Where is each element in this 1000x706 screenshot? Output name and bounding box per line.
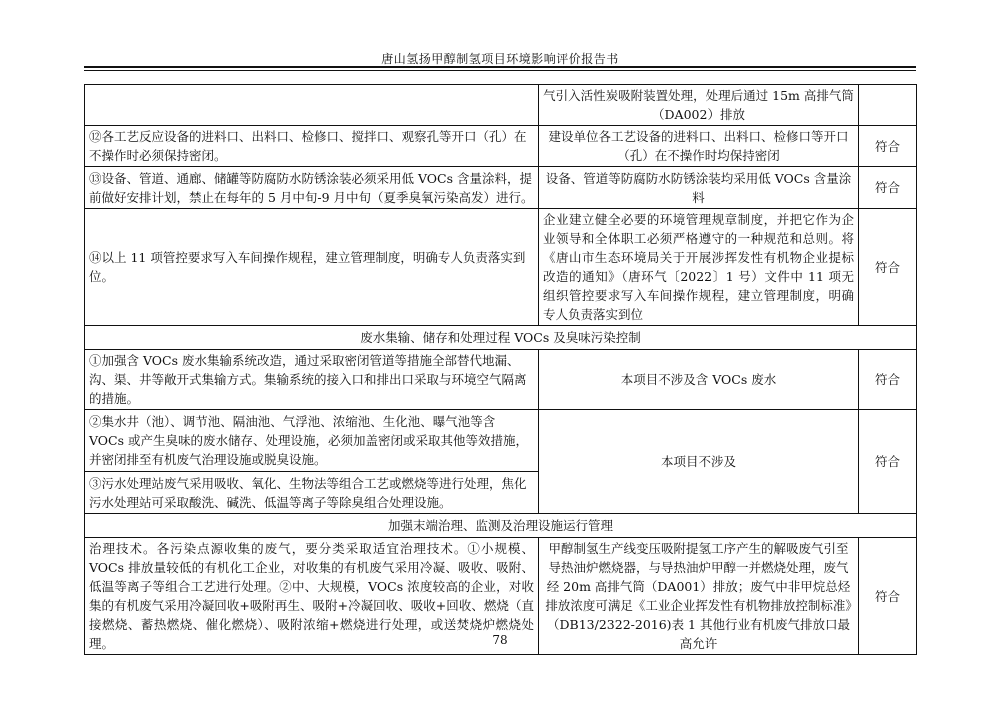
measure-cell: 气引入活性炭吸附装置处理，处理后通过 15m 高排气筒（DA002）排放 — [539, 85, 859, 126]
table-row — [85, 410, 917, 472]
requirement-cell — [85, 85, 539, 126]
measure-cell: 建设单位各工艺设备的进料口、出料口、检修口等开口（孔）在不操作时均保持密闭 — [539, 126, 859, 167]
section-row — [85, 326, 917, 350]
section-row — [85, 514, 917, 538]
result-cell: 符合 — [859, 538, 917, 655]
requirement-cell: ⑫各工艺反应设备的进料口、出料口、检修口、搅拌口、观察孔等开口（孔）在不操作时必须保持密闭。 — [85, 126, 539, 167]
requirement-cell: ⑬设备、管道、通廊、储罐等防腐防水防锈涂装必须采用低 VOCs 含量涂料，提前做好安排计划，禁止在每年的 5 月中旬-9 月中旬（夏季臭氧污染高发）进行。 — [85, 167, 539, 209]
result-cell: 符合 — [859, 209, 917, 326]
table-row — [85, 350, 917, 410]
section-heading: 加强末端治理、监测及治理设施运行管理 — [85, 514, 917, 538]
table-row — [85, 85, 917, 126]
measure-cell: 设备、管道等防腐防水防锈涂装均采用低 VOCs 含量涂料 — [539, 167, 859, 209]
result-cell: 符合 — [859, 167, 917, 209]
requirement-cell: 治理技术。各污染点源收集的废气，要分类采取适宜治理技术。①小规模、VOCs 排放量较低的有机化工企业，对收集的有机废气采用冷凝、吸收、吸附、低温等离子等组合工艺进行处理。②中、大规模，VOCs 浓度较高的企业，对收集的有机废气采用冷凝回收+吸附再生、吸附+冷凝回收、吸收+回收、燃烧（直接燃烧、蓄热燃烧、催化燃烧）、吸附浓缩+燃烧进行处理，或送焚烧炉燃烧处理。 — [85, 538, 539, 655]
requirement-cell: ②集水井（池）、调节池、隔油池、气浮池、浓缩池、生化池、曝气池等含 VOCs 或产生臭味的废水储存、处理设施，必须加盖密闭或采取其他等效措施，并密闭排至有机废气治理设施或脱臭设施。 — [85, 410, 539, 472]
result-cell — [859, 85, 917, 126]
table-row — [85, 126, 917, 167]
table-row — [85, 167, 917, 209]
result-cell: 符合 — [859, 126, 917, 167]
section-heading: 废水集输、储存和处理过程 VOCs 及臭味污染控制 — [85, 326, 917, 350]
page-header-title: 唐山氢扬甲醇制氢项目环境影响评价报告书 — [381, 52, 619, 66]
measure-cell: 企业建立健全必要的环境管理规章制度，并把它作为企业领导和全体职工必须严格遵守的一种规范和总则。将《唐山市生态环境局关于开展涉挥发性有机物企业提标改造的通知》（唐环气〔2022〕1 号）文件中 11 项无组织管控要求写入车间操作规程，建立管理制度，明确专人负责落实到位 — [539, 209, 859, 326]
table-row — [85, 209, 917, 326]
result-cell: 符合 — [859, 350, 917, 410]
result-cell: 符合 — [859, 410, 917, 514]
requirement-cell: ⑭以上 11 项管控要求写入车间操作规程，建立管理制度，明确专人负责落实到位。 — [85, 209, 539, 326]
header-rule — [84, 66, 916, 68]
measure-cell: 本项目不涉及含 VOCs 废水 — [539, 350, 859, 410]
requirement-cell: ①加强含 VOCs 废水集输系统改造，通过采取密闭管道等措施全部替代地漏、沟、渠、井等敞开式集输方式。集输系统的接入口和排出口采取与环境空气隔离的措施。 — [85, 350, 539, 410]
measure-cell: 甲醇制氢生产线变压吸附提氢工序产生的解吸废气引至导热油炉燃烧器，与导热油炉甲醇一并燃烧处理，废气经 20m 高排气筒（DA001）排放；废气中非甲烷总烃排放浓度可满足《工业企业挥发性有机物排放控制标准》（DB13/2322-2016)表 1 其他行业有机废气排放口最高允许 — [539, 538, 859, 655]
measure-cell: 本项目不涉及 — [539, 410, 859, 514]
header-rule-thin — [84, 70, 916, 71]
page-number: 78 — [492, 633, 508, 647]
requirement-cell: ③污水处理站废气采用吸收、氧化、生物法等组合工艺或燃烧等进行处理，焦化污水处理站可采取酸洗、碱洗、低温等离子等除臭组合处理设施。 — [85, 472, 539, 514]
